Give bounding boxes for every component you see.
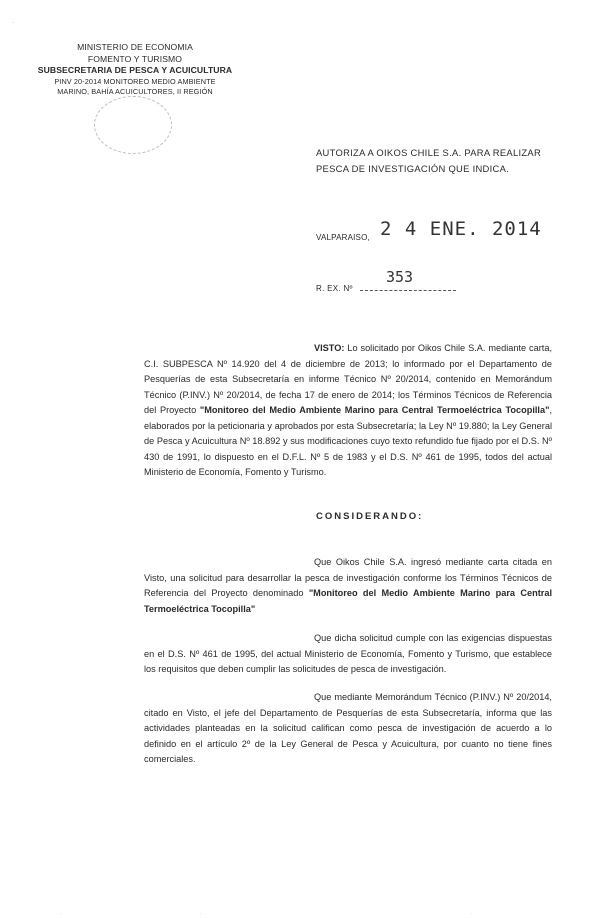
visto-label: VISTO: bbox=[314, 343, 345, 353]
reference-line-2: MARINO, BAHÍA ACUICULTORES, II REGIÓN bbox=[57, 87, 213, 96]
ministry-name: MINISTERIO DE ECONOMIA bbox=[77, 42, 193, 52]
resolution-number: 353 bbox=[386, 268, 414, 286]
considerando-heading: CONSIDERANDO: bbox=[316, 511, 424, 522]
official-seal-stamp bbox=[94, 96, 172, 154]
corner-mark: · bbox=[12, 20, 14, 26]
considerando-paragraph-1: Que Oikos Chile S.A. ingresó mediante carta citada en Visto, una solicitud para desarrollar la pesca de investigación conforme los Términos Técnicos de Referencia del Proyecto denominado "Monitoreo del Medio Ambiente Marino para Central Termoeléctrica Tocopilla" bbox=[144, 557, 552, 614]
visto-paragraph: VISTO: Lo solicitado por Oikos Chile S.A. mediante carta, C.I. SUBPESCA Nº 14.920 del 4 de diciembre de 2013; lo informado por el Departamento de Pesquerías de esta Subsecretaría en informe Técnico Nº 20/2014, contenido en Memorándum Técnico (P.INV.) Nº 20/2014, de fecha 17 de enero de 2014; los Términos Técnicos de Referencia del Proyecto "Monitoreo del Medio Ambiente Marino para Central Termoeléctrica Tocopilla", elaborados por la peticionaria y aprobados por esta Subsecretaría; la Ley Nº 19.880; la Ley General de Pesca y Acuicultura Nº 18.892 y sus modificaciones cuyo texto refundido fue fijado por el D.S. Nº 430 de 1991, lo dispuesto en el D.F.L. Nº 5 de 1983 y el D.S. Nº 461 de 1995, todos del actual Ministerio de Economía, Fomento y Turismo. bbox=[144, 343, 553, 477]
project-name-2: "Monitoreo del Medio Ambiente Marino para Central Termoeléctrica Tocopilla" bbox=[144, 588, 552, 614]
resolution-label: R. EX. Nº bbox=[316, 284, 353, 293]
reference-line-1: PINV 20-2014 MONITOREO MEDIO AMBIENTE bbox=[54, 76, 216, 86]
resolution-number-line bbox=[360, 290, 456, 291]
resolution-date-stamp: 2 4 ENE. 2014 bbox=[380, 218, 542, 240]
considerando-paragraph-3: Que mediante Memorándum Técnico (P.INV.) Nº 20/2014, citado en Visto, el jefe del Departamento de Pesquerías de esta Subsecretaría, informa que las actividades planteadas en la solicitud califican como pesca de investigación de acuerdo a lo definido en el artículo 2º de la Ley General de Pesca y Acuicultura, por cuanto no tiene fines comerciales. bbox=[144, 692, 552, 764]
place-label: VALPARAISO, bbox=[316, 233, 370, 242]
footer-mark-left: · bbox=[60, 911, 62, 917]
project-name: "Monitoreo del Medio Ambiente Marino para Central Termoeléctrica Tocopilla" bbox=[199, 405, 550, 415]
resolution-subject: AUTORIZA A OIKOS CHILE S.A. PARA REALIZAR PESCA DE INVESTIGACIÓN QUE INDICA. bbox=[316, 147, 542, 174]
considerando-paragraph-2: Que dicha solicitud cumple con las exigencias dispuestas en el D.S. Nº 461 de 1995, del actual Ministerio de Economía, Fomento y Turismo, que establece los requisitos que deben cumplir las solicitudes de pesca de investigación. bbox=[144, 633, 552, 674]
footer-mark-mid: · bbox=[200, 911, 202, 917]
ministry-name-2: FOMENTO Y TURISMO bbox=[87, 53, 183, 64]
letterhead bbox=[30, 42, 240, 98]
subsecretaria-name: SUBSECRETARIA DE PESCA Y ACUICULTURA bbox=[37, 65, 233, 75]
footer-mark-right: · bbox=[470, 911, 472, 917]
